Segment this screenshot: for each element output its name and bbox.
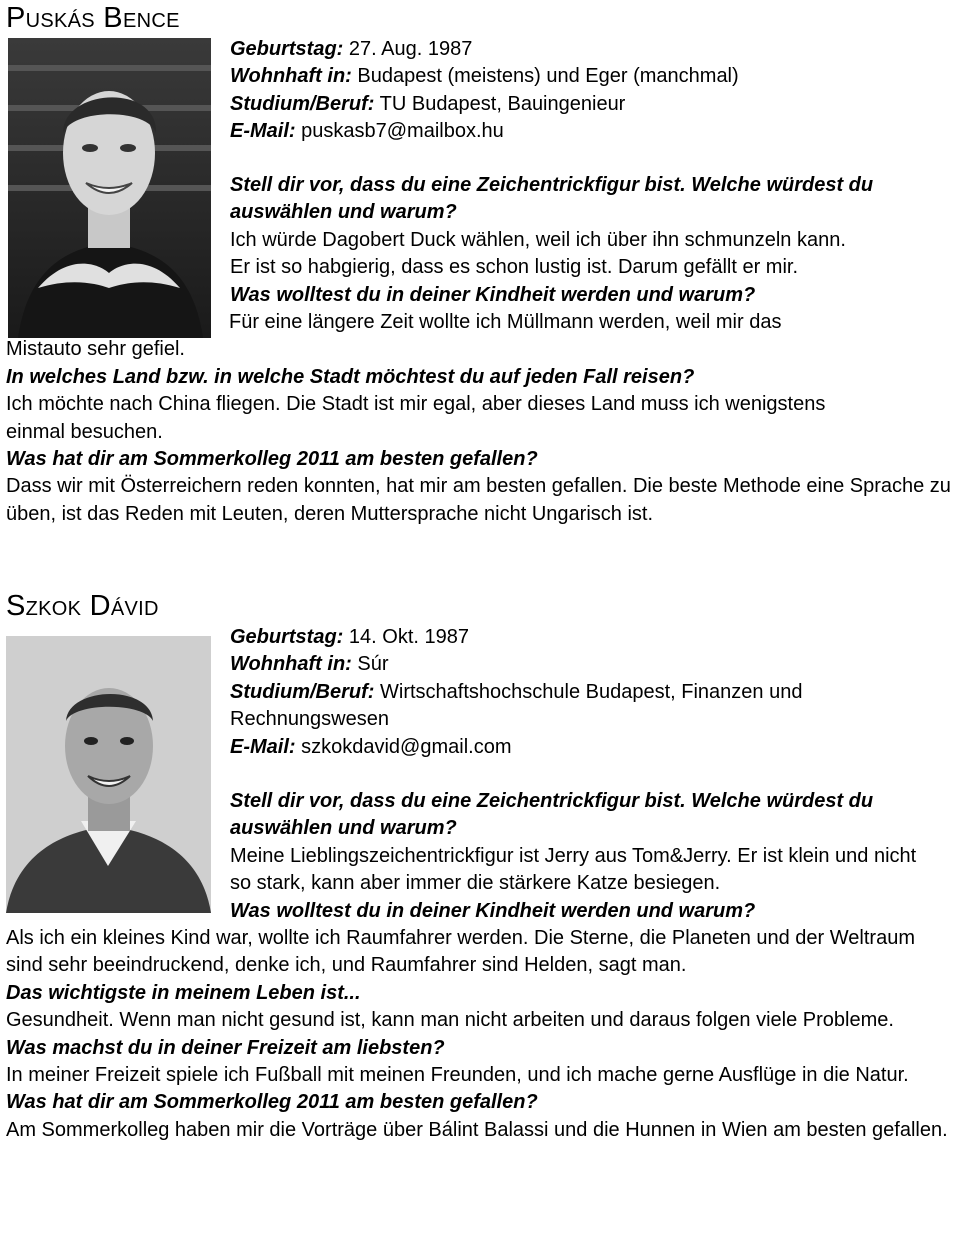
question-2-5: Was hat dir am Sommerkolleg 2011 am besten gefallen? <box>6 1091 538 1114</box>
answer-1-1: Ich würde Dagobert Duck wählen, weil ich über ihn schmunzeln kann. Er ist so habgierig, dass es schon lustig ist. Darum gefällt er mir. <box>230 229 846 279</box>
portrait-photo-1 <box>8 38 211 338</box>
profile-name-2: Szkok Dávid <box>6 590 159 622</box>
field-email: E-Mail: puskasb7@mailbox.hu <box>230 120 504 143</box>
question-1-3: In welches Land bzw. in welche Stadt möchtest du auf jeden Fall reisen? <box>6 365 695 388</box>
question-2-3: Das wichtigste in meinem Leben ist... <box>6 981 361 1004</box>
question-2-2: Was wolltest du in deiner Kindheit werden und warum? <box>230 900 756 922</box>
answer-2-2: Als ich ein kleines Kind war, wollte ich Raumfahrer werden. Die Sterne, die Planeten und der Weltraum sind sehr beeindruckend, denke ich, und Raumfahrer sind Helden, sagt man. <box>6 927 915 977</box>
profile-fields-1 <box>230 36 955 146</box>
field-birthday: Geburtstag: 14. Okt. 1987 <box>230 626 469 648</box>
question-1-2: Was wolltest du in deiner Kindheit werden und warum? <box>230 284 756 306</box>
answer-1-2: Für eine längere Zeit wollte ich Müllmann werden, weil mir das Mistauto sehr gefiel. In welches Land bzw. in welche Stadt möchtest du auf jeden Fall reisen? Ich möchte nach China fliegen. Die Stadt ist mir egal, aber dieses Land muss ich wenigstens einmal besuchen. Was hat dir am Sommerkolleg 2011 am besten gefallen? Dass wir mit Österreichern reden konnten, hat mir am besten gefallen. Die beste Methode eine Sprache zu üben, ist das Reden mit Leuten, deren Muttersprache nicht Ungarisch ist. <box>6 309 956 528</box>
answer-2-1: Meine Lieblingszeichentrickfigur ist Jerry aus Tom&Jerry. Er ist klein und nicht so stark, kann aber immer die stärkere Katze besiegen. <box>230 845 917 895</box>
portrait-photo-2 <box>6 636 211 913</box>
field-email: E-Mail: szkokdavid@gmail.com <box>230 735 512 758</box>
question-1-1: Stell dir vor, dass du eine Zeichentrickfigur bist. Welche würdest du auswählen und warum? <box>230 174 874 224</box>
profile-fields-2 <box>230 624 958 761</box>
question-2-1: Stell dir vor, dass du eine Zeichentrickfigur bist. Welche würdest du auswählen und warum? <box>230 790 874 840</box>
field-study: Studium/Beruf: TU Budapest, Bauingenieur <box>230 92 626 115</box>
field-residence: Wohnhaft in: Súr <box>230 653 389 676</box>
question-2-4: Was machst du in deiner Freizeit am liebsten? <box>6 1036 445 1059</box>
profile-name-1: Puskás Bence <box>6 2 180 34</box>
question-1-4: Was hat dir am Sommerkolleg 2011 am besten gefallen? <box>6 448 538 471</box>
answer-2-3: Gesundheit. Wenn man nicht gesund ist, kann man nicht arbeiten und daraus folgen viele Probleme. <box>6 1009 894 1032</box>
answer-2-4: In meiner Freizeit spiele ich Fußball mit meinen Freunden, und ich mache gerne Ausflüge in die Natur. <box>6 1064 909 1087</box>
field-residence: Wohnhaft in: Budapest (meistens) und Eger (manchmal) <box>230 65 739 88</box>
answer-2-5: Am Sommerkolleg haben mir die Vorträge über Bálint Balassi und die Hunnen in Wien am besten gefallen. <box>6 1118 948 1141</box>
answer-1-4: Dass wir mit Österreichern reden konnten, hat mir am besten gefallen. Die beste Methode eine Sprache zu üben, ist das Reden mit Leuten, deren Muttersprache nicht Ungarisch ist. <box>6 475 951 525</box>
field-study: Studium/Beruf: Wirtschaftshochschule Budapest, Finanzen und Rechnungswesen <box>230 680 803 731</box>
answers-2-rest <box>6 925 951 1144</box>
answer-1-3: Ich möchte nach China fliegen. Die Stadt ist mir egal, aber dieses Land muss ich wenigstens einmal besuchen. <box>6 393 826 443</box>
field-birthday: Geburtstag: 27. Aug. 1987 <box>230 38 473 60</box>
